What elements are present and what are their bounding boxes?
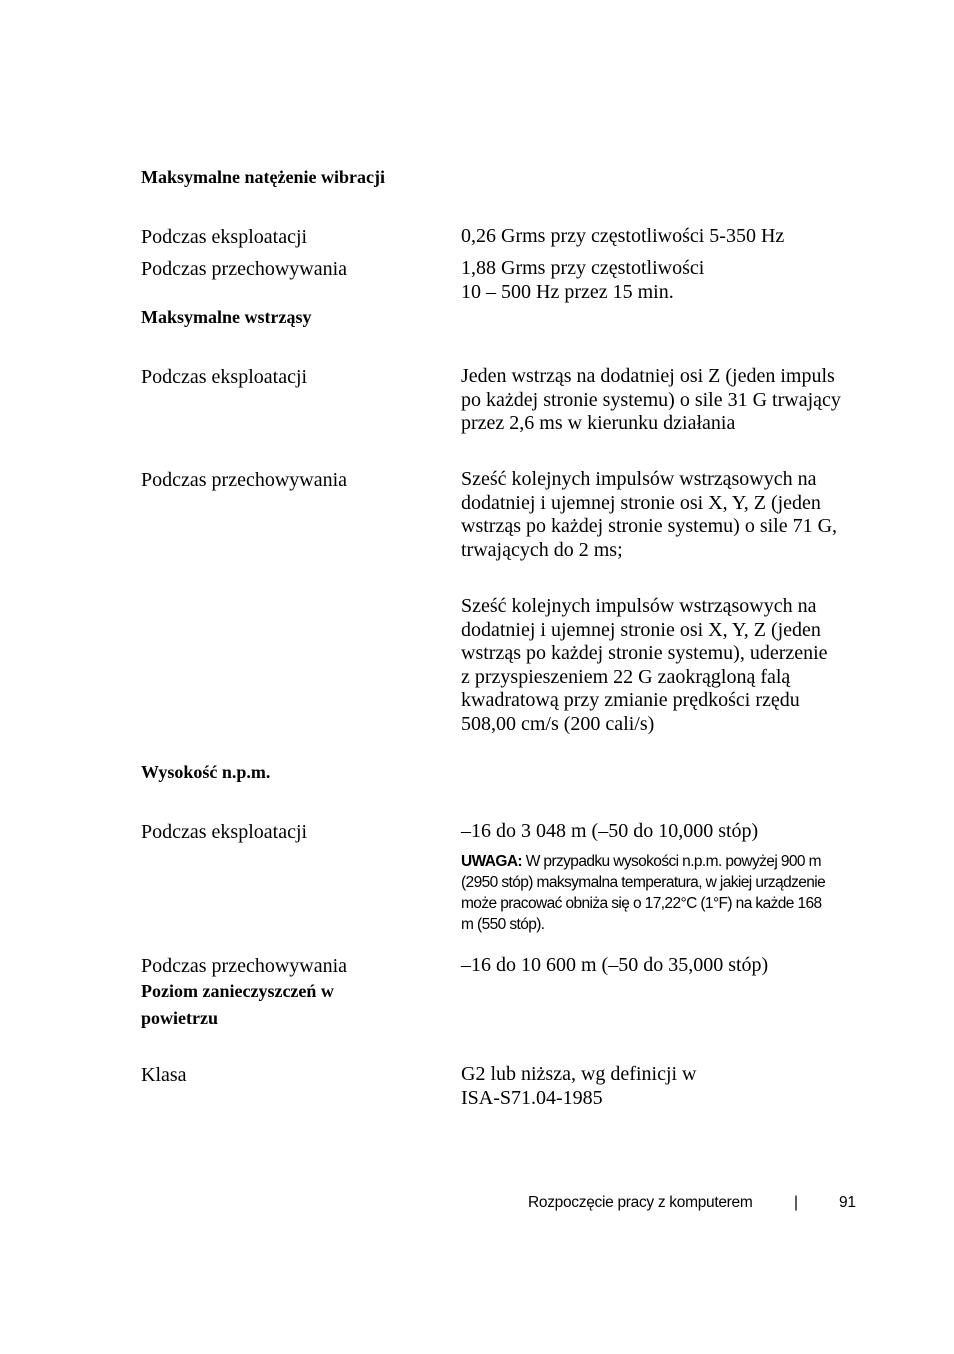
vibration-operating-label: Podczas eksploatacji: [141, 226, 308, 248]
section-title-altitude: Wysokość n.p.m.: [141, 762, 271, 782]
note-text: W przypadku wysokości n.p.m. powyżej 900 m (2950 stóp) maksymalna temperatura, w jakiej urządzenie może pracować obniża się o 17,22°C (1°F) na każde 168 m (550 stóp).: [461, 853, 826, 933]
shock-storage-label: Podczas przechowywania: [141, 469, 348, 491]
shock-storage-value-2: Sześć kolejnych impulsów wstrząsowych na dodatniej i ujemnej stronie osi X, Y, Z (jeden wstrząs po każdej stronie systemu), uderzenie z przyspieszeniem 22 G zaokrągloną falą kwadratową przy zmianie prędkości rzędu 508,00 cm/s (200 cali/s): [461, 595, 828, 735]
altitude-storage-label: Podczas przechowywania: [141, 955, 348, 977]
altitude-storage-value: –16 do 10 600 m (–50 do 35,000 stóp): [461, 954, 769, 976]
section-title-vibration: Maksymalne natężenie wibracji: [141, 167, 385, 187]
contaminant-class-value: [461, 1063, 841, 1110]
section-title-shock: Maksymalne wstrząsy: [141, 307, 312, 327]
contaminant-class-value-line1: G2 lub niższa, wg definicji w: [461, 1063, 697, 1085]
vibration-storage-value-line1: 1,88 Grms przy częstotliwości: [461, 257, 705, 279]
contaminant-class-value-line2: ISA-S71.04-1985: [461, 1086, 603, 1109]
altitude-note: [461, 851, 831, 935]
footer-chapter-title: Rozpoczęcie pracy z komputerem: [528, 1194, 753, 1211]
shock-operating-value: Jeden wstrząs na dodatniej osi Z (jeden impuls po każdej stronie systemu) o sile 31 G trwający przez 2,6 ms w kierunku działania: [461, 365, 841, 434]
vibration-storage-label: Podczas przechowywania: [141, 258, 348, 280]
section-title-contaminant: [141, 978, 334, 1032]
note-label: UWAGA:: [461, 853, 522, 870]
shock-operating-label: Podczas eksploatacji: [141, 366, 308, 388]
contaminant-class-label: Klasa: [141, 1064, 187, 1086]
vibration-operating-value: 0,26 Grms przy częstotliwości 5-350 Hz: [461, 225, 785, 247]
altitude-operating-value: –16 do 3 048 m (–50 do 10,000 stóp): [461, 820, 759, 842]
footer-page-number: 91: [839, 1194, 856, 1211]
altitude-operating-label: Podczas eksploatacji: [141, 821, 308, 843]
contaminant-title-line2: powietrzu: [141, 1008, 218, 1028]
shock-storage-value-1: Sześć kolejnych impulsów wstrząsowych na dodatniej i ujemnej stronie osi X, Y, Z (jeden wstrząs po każdej stronie systemu) o sile 71 G, trwających do 2 ms;: [461, 468, 838, 561]
vibration-storage-value-line2: 10 – 500 Hz przez 15 min.: [461, 280, 674, 303]
vibration-storage-value: [461, 257, 841, 304]
contaminant-title-line1: Poziom zanieczyszczeń w: [141, 981, 334, 1001]
footer-separator: |: [794, 1194, 798, 1211]
